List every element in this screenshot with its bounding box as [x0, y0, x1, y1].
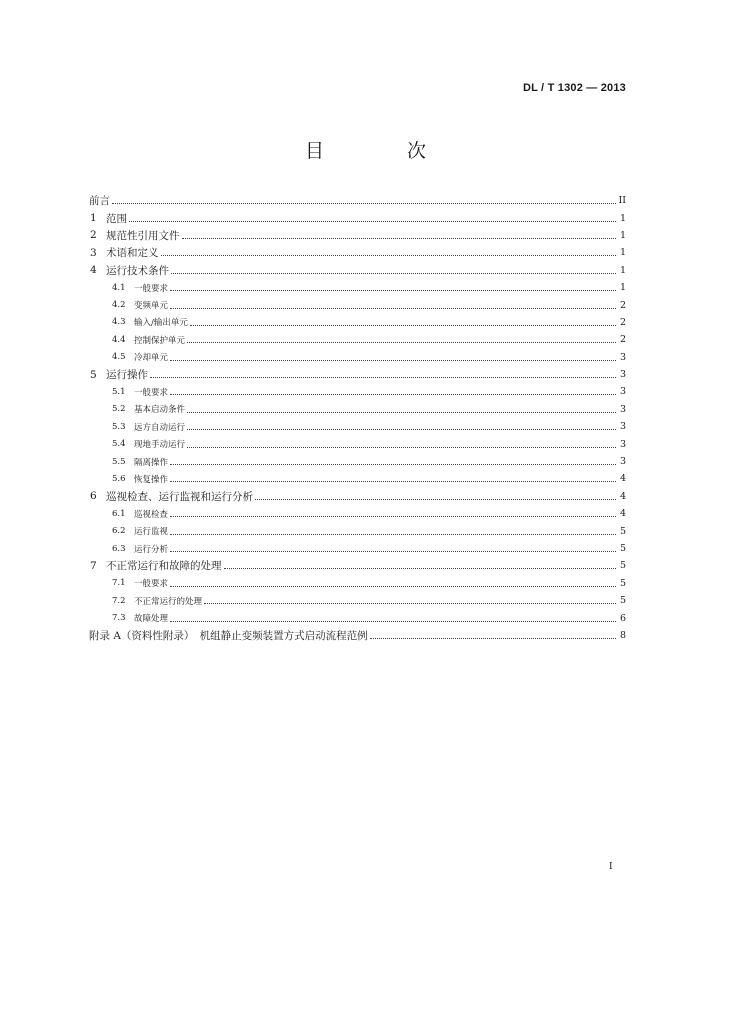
toc-entry-number: 7 — [90, 559, 97, 572]
dot-leader — [204, 603, 616, 604]
toc-entry-number: 4.2 — [112, 300, 126, 311]
toc-entry-label: 一般要求 — [134, 387, 169, 398]
toc-entry-label: 远方自动运行 — [134, 422, 186, 433]
toc-entry[interactable] — [89, 279, 626, 296]
toc-entry[interactable] — [89, 401, 626, 418]
toc-entry-page: 4 — [619, 508, 626, 520]
dot-leader — [170, 464, 616, 465]
toc-entry[interactable] — [89, 575, 626, 592]
dot-leader — [170, 481, 616, 482]
toc-entry-number: 5.1 — [112, 386, 126, 397]
toc-entry-label: 基本启动条件 — [134, 405, 186, 416]
toc-entry-label: 巡视检查、运行监视和运行分析 — [106, 490, 253, 503]
toc-entry-label: 运行监视 — [134, 527, 169, 538]
dot-leader — [170, 534, 616, 535]
toc-entry-label: 前言 — [89, 195, 110, 208]
toc-entry-number: 7.3 — [112, 613, 126, 624]
dot-leader — [170, 360, 616, 361]
toc-entry-label: 术语和定义 — [106, 247, 159, 260]
toc-entry-label: 故障处理 — [134, 614, 169, 625]
toc-entry[interactable] — [89, 227, 626, 244]
dot-leader — [170, 551, 616, 552]
toc-entry[interactable] — [89, 244, 626, 261]
dot-leader — [170, 394, 616, 395]
toc-entry-label: 现地手动运行 — [134, 440, 186, 451]
toc-entry-number: 5.3 — [112, 421, 126, 432]
toc-entry-page: 5 — [619, 595, 626, 607]
toc-entry-page: 8 — [619, 629, 626, 641]
toc-entry-page: 5 — [619, 543, 626, 554]
toc-entry-number: 1 — [90, 212, 97, 225]
standard-code: DL / T 1302 — 2013 — [522, 82, 626, 94]
toc-entry-label: 不正常运行的处理 — [134, 596, 203, 607]
toc-entry-page: 3 — [619, 351, 626, 363]
toc-entry-label: 运行分析 — [134, 544, 169, 555]
toc-entry-number: 5 — [90, 368, 97, 381]
toc-entry[interactable] — [89, 470, 626, 487]
dot-leader — [370, 638, 616, 639]
toc-entry-number: 7.1 — [112, 578, 126, 589]
toc-entry-number: 3 — [90, 246, 97, 259]
toc-entry[interactable] — [89, 488, 626, 505]
toc-entry-label: 恢复操作 — [134, 474, 169, 485]
toc-entry[interactable] — [89, 209, 626, 226]
toc-entry-label: 规范性引用文件 — [106, 229, 180, 242]
dot-leader — [187, 447, 616, 448]
toc-entry-page: 1 — [619, 212, 626, 224]
toc-entry[interactable] — [89, 331, 626, 348]
toc-entry-number: 6 — [90, 490, 97, 503]
toc-entry[interactable] — [89, 383, 626, 400]
toc-entry-label: 输入/输出单元 — [134, 318, 188, 329]
toc-entry-page: 3 — [619, 438, 626, 450]
toc-entry-page: 1 — [619, 229, 626, 241]
toc-entry-page: 5 — [619, 577, 626, 589]
toc-entry-page: 3 — [619, 421, 626, 433]
toc-entry-label: 变频单元 — [134, 301, 169, 312]
toc-entry-label: 巡视检查 — [134, 509, 169, 520]
toc-entry-page: 1 — [619, 282, 626, 294]
toc-entry-label: 一般要求 — [134, 283, 169, 294]
toc-entry-page: 3 — [619, 369, 626, 381]
toc-entry-number: 6.3 — [112, 543, 126, 554]
toc-entry-number: 2 — [90, 229, 97, 242]
toc-entry-label: 冷却单元 — [134, 353, 169, 364]
toc-entry-number: 5.2 — [112, 404, 126, 415]
dot-leader — [161, 255, 617, 256]
toc-entry-number: 4.1 — [112, 282, 126, 293]
toc-entry-page: 5 — [619, 525, 626, 537]
toc-entry-label: 控制保护单元 — [134, 335, 186, 346]
toc-entry-label: 隔离操作 — [134, 457, 169, 468]
toc-entry-label: 运行操作 — [106, 369, 148, 382]
toc-entry-page: 2 — [619, 334, 626, 346]
toc-entry[interactable] — [89, 627, 626, 644]
toc-entry[interactable] — [89, 592, 626, 609]
toc-entry[interactable] — [89, 262, 626, 279]
toc-entry[interactable] — [89, 557, 626, 574]
toc-entry-page: 2 — [619, 299, 626, 311]
toc-entry-page: 3 — [619, 403, 626, 415]
dot-leader — [170, 308, 616, 309]
dot-leader — [150, 377, 616, 378]
dot-leader — [187, 412, 616, 413]
page-title: 目 次 — [304, 140, 458, 162]
toc-entry-number: 4.3 — [112, 317, 126, 328]
toc-entry-number: 6.1 — [112, 508, 126, 519]
toc-entry-page: II — [618, 195, 626, 207]
toc-entry[interactable] — [89, 296, 626, 313]
toc-entry[interactable] — [89, 314, 626, 331]
dot-leader — [187, 429, 616, 430]
dot-leader — [170, 621, 616, 622]
toc-entry-number: 4.4 — [112, 334, 126, 345]
dot-leader — [224, 568, 617, 569]
toc-entry-number: 5.5 — [112, 456, 126, 467]
toc-entry[interactable] — [89, 418, 626, 435]
toc-entry-number: 7.2 — [112, 595, 126, 606]
toc-entry-number: 4 — [90, 264, 97, 277]
toc-entry-label: 一般要求 — [134, 579, 169, 590]
toc-entry[interactable] — [89, 192, 626, 209]
toc-entry-page: 5 — [619, 560, 626, 572]
toc-entry-label: 附录 A（资料性附录） 机组静止变频装置方式启动流程范例 — [89, 629, 368, 642]
toc-entry-page: 1 — [619, 264, 626, 276]
table-of-contents — [89, 192, 626, 644]
dot-leader — [255, 499, 616, 500]
dot-leader — [182, 238, 617, 239]
dot-leader — [170, 586, 616, 587]
toc-entry-page: 2 — [619, 316, 626, 328]
dot-leader — [171, 273, 616, 274]
dot-leader — [129, 221, 616, 222]
toc-entry[interactable] — [89, 522, 626, 539]
toc-entry-label: 运行技术条件 — [106, 264, 169, 277]
toc-entry-page: 3 — [619, 386, 626, 398]
toc-entry[interactable] — [89, 540, 626, 557]
dot-leader — [187, 342, 616, 343]
toc-entry[interactable] — [89, 435, 626, 452]
toc-entry-page: 4 — [619, 490, 626, 502]
toc-entry-page: 1 — [619, 247, 626, 259]
toc-entry-page: 4 — [619, 473, 626, 485]
page-number: I — [609, 862, 613, 872]
toc-entry-number: 6.2 — [112, 526, 126, 537]
toc-entry-number: 5.4 — [112, 439, 126, 450]
toc-entry-page: 6 — [619, 612, 626, 624]
toc-entry-page: 3 — [619, 456, 626, 468]
dot-leader — [170, 516, 616, 517]
toc-entry[interactable] — [89, 366, 626, 383]
toc-entry[interactable] — [89, 505, 626, 522]
toc-entry[interactable] — [89, 453, 626, 470]
dot-leader — [170, 290, 616, 291]
toc-entry-number: 5.6 — [112, 473, 126, 484]
toc-entry-number: 4.5 — [112, 352, 126, 363]
dot-leader — [190, 325, 616, 326]
toc-entry-label: 范围 — [106, 212, 127, 225]
dot-leader — [112, 203, 616, 204]
toc-entry[interactable] — [89, 349, 626, 366]
toc-entry-label: 不正常运行和故障的处理 — [106, 560, 222, 573]
toc-entry[interactable] — [89, 609, 626, 626]
